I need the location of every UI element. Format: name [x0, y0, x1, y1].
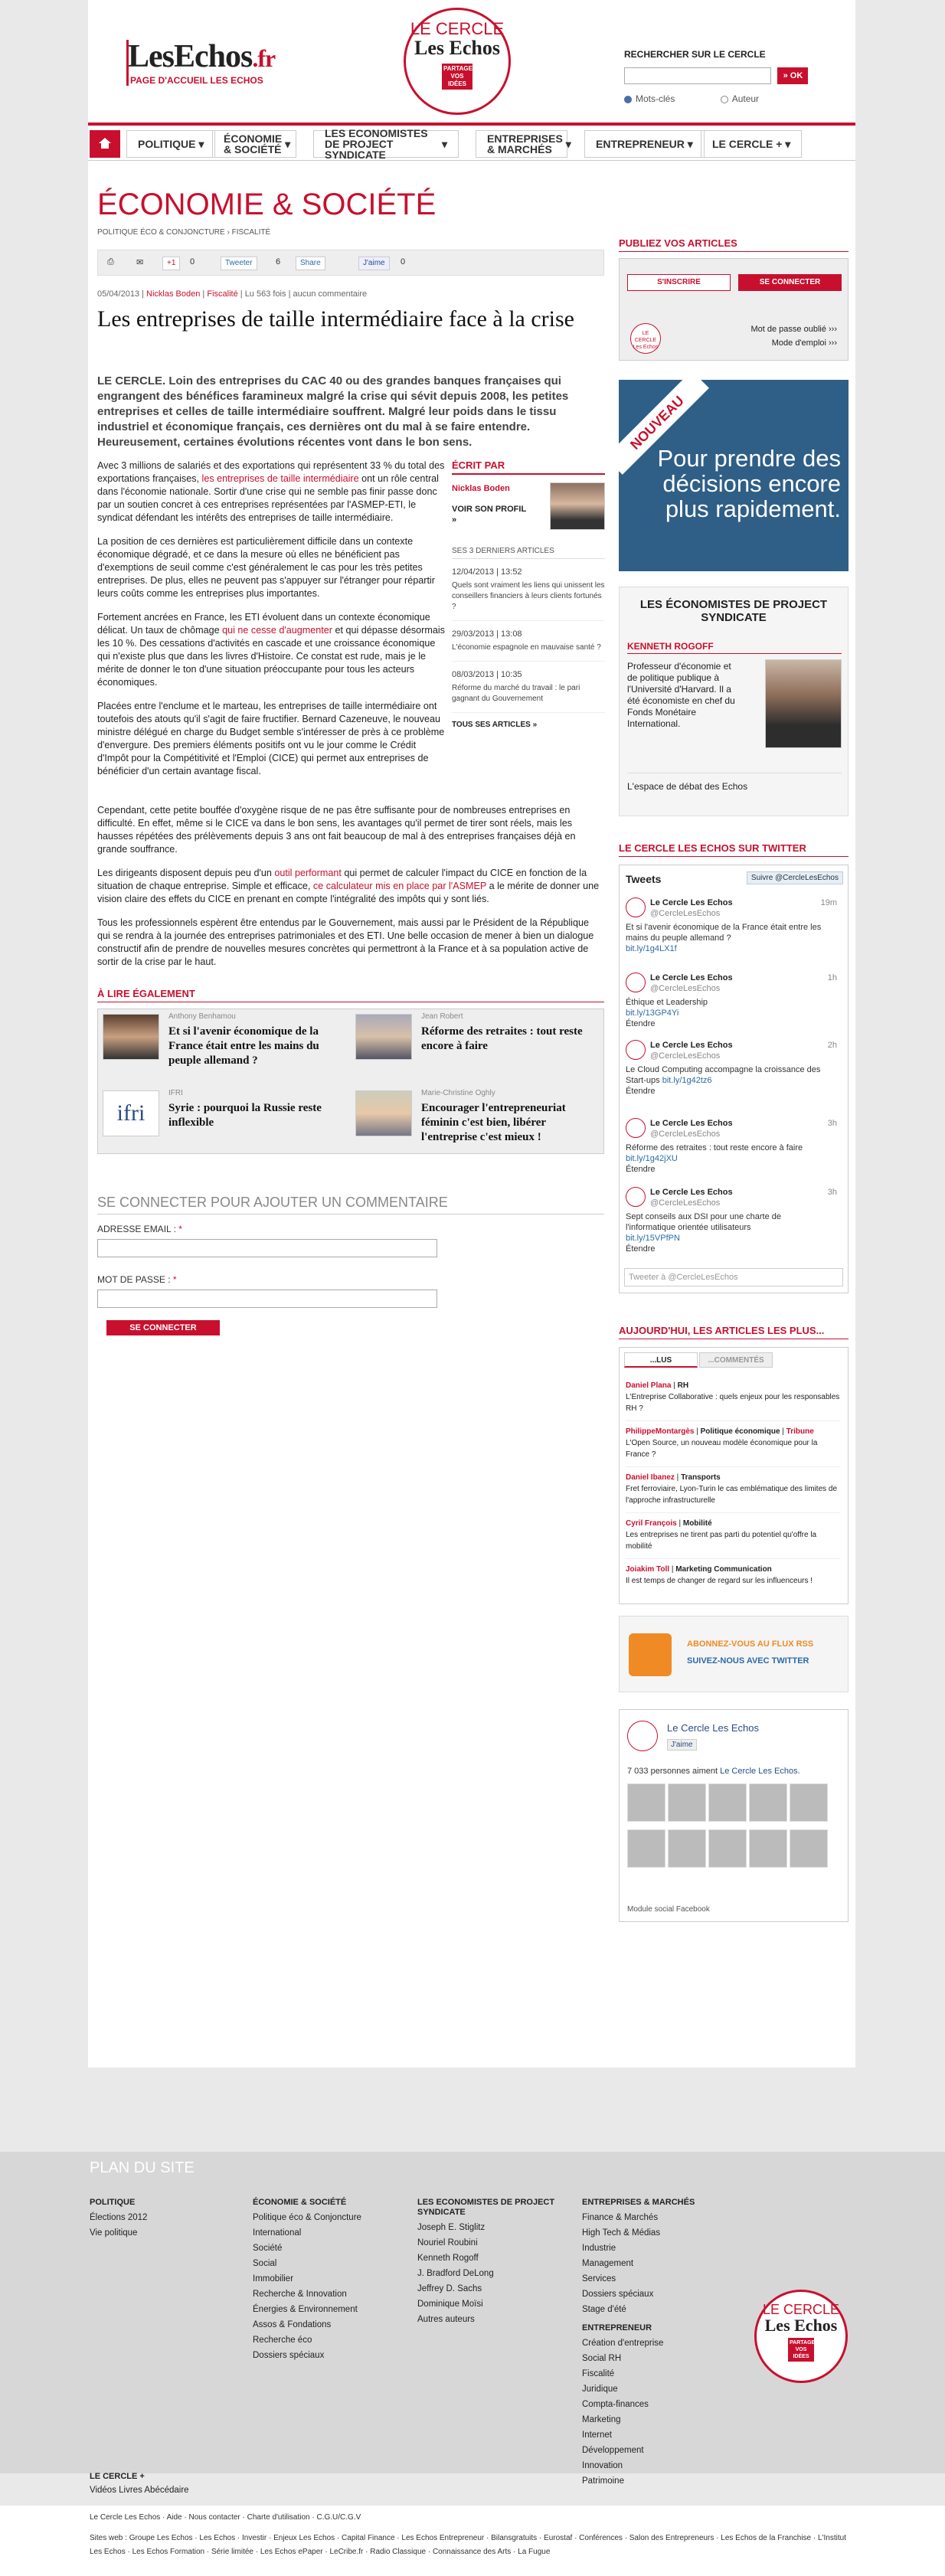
radio-keywords[interactable]: Mots-clés — [624, 93, 696, 104]
nav-cercle-plus[interactable]: LE CERCLE + ▾ — [701, 130, 802, 158]
footer-cercle-logo[interactable]: LE CERCLE Les Echos PARTAGEZ VOS IDÉES — [754, 2290, 848, 2383]
nav-economistes[interactable]: LES ECONOMISTES DE PROJECT SYNDICATE ▾ — [313, 130, 459, 158]
main-nav — [88, 123, 855, 161]
email-field[interactable] — [97, 1239, 437, 1257]
article-meta: 05/04/2013 | Nicklas Boden | Fiscalité | Lu 563 fois | aucun commentaire — [97, 289, 368, 299]
gplus-button[interactable]: +1 — [162, 257, 180, 270]
avatar — [626, 1118, 646, 1138]
header — [88, 0, 855, 123]
breadcrumb-item[interactable]: POLITIQUE ÉCO & CONJONCTURE — [97, 228, 225, 237]
avatar[interactable] — [790, 1783, 828, 1822]
publish-box — [619, 258, 849, 361]
article-title: Les entreprises de taille intermédiaire face à la crise — [97, 306, 574, 332]
footer-link[interactable]: Développement — [582, 2446, 644, 2455]
footer-link[interactable]: Assos & Fondations — [253, 2320, 332, 2329]
avatar[interactable] — [708, 1783, 747, 1822]
most-read: AUJOURD'HUI, LES ARTICLES LES PLUS... ...LUS ...COMMENTÉS Daniel Plana | RH L'Entreprise Collaborative : quels enjeux pour les responsables RH ? PhilippeMontargès | Politique économique | Tribune L'Open Source, un nouveau modèle économique pour la France ? Daniel Ibanez | Transports Fret ferroviaire, Lyon-Turin le cas emblématique des limites de l'approche infrastructurelle Cyril François | Mobilité Les entreprises ne tirent pas parti du potentiel qu'offre la mobilité Joiakim Toll | Marketing Communication Il est temps de changer de regard sur les influenceurs ! — [619, 1325, 849, 1604]
twitter-widget: LE CERCLE LES ECHOS SUR TWITTER Tweets Suivre @CercleLesEchos Le Cercle Les Echos @CercleLesEchos 19m Et si l'avenir économique de la France était entre les mains du peuple allemand ? bit.ly/1g4LX1f Le Cercle Les Echos @CercleLesEchos 1h Éthique et Leadership bit.ly/13GP4Yi Étendre Le Cercle Les Echos @CercleLesEchos 2h Le Cloud Computing accompagne la croissance des Start-ups bit.ly/1g42tz6 Étendre Le Cercle Les Echos @CercleLesEchos 3h Réforme des retraites : tout reste encore à faire bit.ly/1g42jXU Étendre Le Cercle Les Echos @CercleLesEchos 3h Sept conseils aux DSI pour une charte de l'informatique orientée utilisateurs bit.ly/15VPfPN Étendre Tweeter à @CercleLesEchos — [619, 842, 849, 1293]
footer-link[interactable]: Services — [582, 2274, 616, 2283]
linkedin-button[interactable]: Share — [296, 257, 325, 270]
fan-grid — [627, 1783, 842, 1875]
footer: PLAN DU SITE POLITIQUE Élections 2012 Vie politique ÉCONOMIE & SOCIÉTÉ Politique éco & Conjoncture International Société Social Immobilier Recherche & Innovation Énergies & Environnement Assos & Fondations Recherche éco Dossiers spéciaux LES ECONOMISTES DE PROJECT SYNDICATE Joseph E. Stiglitz Nouriel Roubini Kenneth Rogoff J. Bradford DeLong Jeffrey D. Sachs Dominique Moïsi Autres auteurs ENTREPRISES & MARCHÉS Finance & Marchés High Tech & Médias Industrie Management Services Dossiers spéciaux Stage d'été ENTREPRENEUR Création d'entreprise Social RH Fiscalité Juridique Compta-finances Marketing Internet Développement Innovation Patrimoine LE CERCLE Les Echos PARTAGEZ VOS IDÉES — [0, 2152, 945, 2473]
ifri-logo: ifri — [103, 1090, 159, 1136]
howto-link[interactable]: Mode d'emploi ››› — [771, 338, 837, 348]
footer-link[interactable]: Internet — [582, 2431, 612, 2440]
footer-link[interactable]: Innovation — [582, 2461, 623, 2470]
footer-col: POLITIQUE Élections 2012 Vie politique — [90, 2198, 147, 2241]
follow-button[interactable]: Suivre @CercleLesEchos — [747, 871, 843, 884]
footer-link[interactable]: Social — [253, 2259, 277, 2268]
footer-link[interactable]: Juridique — [582, 2385, 618, 2394]
avatar — [626, 1187, 646, 1207]
facebook-like-button[interactable]: J'aime — [667, 1739, 697, 1751]
facebook-page-name[interactable]: Le Cercle Les Echos — [667, 1722, 759, 1734]
author-photo — [550, 482, 605, 530]
nav-economie[interactable]: ÉCONOMIE & SOCIÉTÉ ▾ — [212, 130, 296, 158]
avatar[interactable] — [668, 1829, 706, 1868]
footer-link[interactable]: Dossiers spéciaux — [253, 2351, 325, 2360]
category-link[interactable]: Fiscalité — [207, 289, 238, 299]
share-bar: ⎙ ✉ +1 0 Tweeter 6 Share J'aime 0 — [97, 250, 604, 276]
tweet[interactable]: Le Cercle Les Echos @CercleLesEchos 19m Et si l'avenir économique de la France était entre les mains du peuple allemand ? bit.ly/1g4LX1f — [626, 898, 837, 953]
email-icon[interactable]: ✉ — [136, 258, 144, 267]
radio-author[interactable]: Auteur — [721, 93, 780, 104]
rss-link[interactable]: ABONNEZ-VOUS AU FLUX RSS — [687, 1639, 814, 1649]
author-link[interactable]: Nicklas Boden — [146, 289, 201, 299]
thumbnail — [103, 1014, 159, 1060]
ad-banner[interactable]: NOUVEAU Pour prendre des décisions encore plus rapidement. — [619, 380, 849, 571]
footer-link[interactable]: Vidéos Livres Abécédaire — [90, 2486, 189, 2495]
article-lead: LE CERCLE. Loin des entreprises du CAC 40 ou des grandes banques françaises qui engrangent des bénéfices faramineux malgré la crise qui sévit depuis 2008, les petites entreprises et celles de taille intermédiaire souffrent. Malgré leur poids dans le tissu industriel et économique français, ces dernières ont du mal à se faire entendre. Heureusement, certaines évolutions récentes vont dans le bon sens. — [97, 374, 569, 449]
footer-link[interactable]: Patrimoine — [582, 2476, 624, 2486]
author-name[interactable]: Nicklas Boden — [452, 484, 510, 493]
tab-most-read[interactable]: ...LUS — [624, 1352, 698, 1368]
footer-link[interactable]: Dominique Moïsi — [417, 2300, 483, 2309]
footer-link[interactable]: Immobilier — [253, 2274, 294, 2283]
author-article[interactable]: 12/04/2013 | 13:52 Quels sont vraiment les liens qui unissent les conseillers financiers à leurs clients fortunés ? — [452, 559, 605, 621]
footer-link[interactable]: Fiscalité — [582, 2369, 615, 2378]
password-field[interactable] — [97, 1290, 437, 1308]
footer-link[interactable]: Énergies & Environnement — [253, 2305, 358, 2314]
footer-link[interactable]: International — [253, 2228, 302, 2238]
rss-box — [619, 1616, 849, 1692]
footer-link[interactable]: High Tech & Médias — [582, 2228, 661, 2238]
author-article[interactable]: 08/03/2013 | 10:35 Réforme du marché du travail : le pari gagnant du Gouvernement — [452, 662, 605, 713]
forgot-password-link[interactable]: Mot de passe oublié ››› — [750, 325, 837, 334]
footer-links[interactable]: Le Cercle Les Echos · Aide · Nous contacter · Charte d'utilisation · C.G.U/C.G.V — [90, 2513, 361, 2522]
footer-link[interactable]: J. Bradford DeLong — [417, 2269, 494, 2278]
avatar[interactable] — [749, 1829, 787, 1868]
thumbnail — [355, 1090, 412, 1136]
footer-link[interactable]: Politique éco & Conjoncture — [253, 2213, 361, 2222]
footer-col: ENTREPRISES & MARCHÉS Finance & Marchés High Tech & Médias Industrie Management Services Dossiers spéciaux Stage d'été ENTREPRENEUR Création d'entreprise Social RH Fiscalité Juridique Compta-finances Marketing Internet Développement Innovation Patrimoine — [582, 2198, 695, 2489]
inline-link[interactable]: outil performant — [274, 868, 342, 878]
cercle-mini-logo: LE CERCLE Les Echos — [630, 323, 661, 354]
economist-name[interactable]: KENNETH ROGOFF — [627, 641, 842, 654]
list-item[interactable]: Joiakim Toll | Marketing Communication Il est temps de changer de regard sur les influenceurs ! — [626, 1565, 813, 1585]
article-body: Avec 3 millions de salariés et des exportations qui représentent 33 % du total des exportations françaises, les entreprises de taille intermédiaire ont un rôle central dans l'économie nationale. Sortir d'une crise qui ne semble pas finir passe donc par un soutien concret à ces entreprises représentées par l'ASMEP-ETI, le syndicat défendant les intérêts des entreprises de taille intermédiaire. La position de ces dernières est particulièrement difficile dans un contexte économique dégradé, et ce dans la mesure où elles ne bénéficient pas d'exemptions de seuil comme c'est généralement le cas pour les très petites entreprises. De plus, elles ne peuvent pas s'appuyer sur l'étranger pour répartir leurs coûts comme les entreprises plus importantes. Fortement ancrées en France, les ETI évoluent dans un contexte économique délicat. Un taux de chômage qui ne cesse d'augmenter et qui dépasse désormais les 10 %. Des cessations d'activités en cascade et une croissance économique qui n'existe plus que dans les livres d'Histoire. Ce constat est rude, mais je le mérite de donner le ton d'une situation préoccupante pour tous les acteurs économiques. Placées entre l'enclume et le marteau, les entreprises de taille intermédiaire ont toutefois des atouts qu'il s'agit de faire fructifier. Bernard Cazeneuve, le nouveau ministre délégué en charge du Budget semble s'intéresser de près à ce problème d'envergure. Des premiers éléments positifs ont vu le jour comme le Crédit d'Impôt pour la Compétitivité et l'Emploi (CICE) qui permet aux entreprises de bénéficier d'un certain avantage fiscal. — [97, 460, 445, 776]
related-articles: À LIRE ÉGALEMENT Anthony Benhamou Et si l'avenir économique de la France était entre les mains du peuple allemand ? Jean Robert Réforme des retraites : tout reste encore à faire ifri IFRI Syrie : pourquoi la Russie reste inflexible Marie-Christine Oghly Encourager l'entrepreneuriat féminin c'est bien, libérer l'entreprise c'est mieux ! — [97, 988, 604, 1154]
home-link[interactable]: PAGE D'ACCUEIL LES ECHOS — [130, 75, 263, 86]
footer-link[interactable]: Création d'entreprise — [582, 2339, 664, 2348]
avatar — [626, 897, 646, 917]
tweet-input[interactable]: Tweeter à @CercleLesEchos — [624, 1268, 843, 1286]
partner-sites[interactable]: Sites web : Groupe Les Echos · Les Echos · Investir · Enjeux Les Echos · Capital Finance · Les Echos Entrepreneur · Bilansgratuits · Eurostaf · Conférences · Salon des Entrepreneurs · Les Echos de la Franchise · L'Institut Les Echos · Les Echos Formation · Série limitée · Les Echos ePaper · LeCribe.fr · Radio Classique · Connaissance des Arts · La Fugue — [90, 2534, 846, 2556]
login-sidebar-button[interactable]: SE CONNECTER — [738, 274, 842, 291]
search-box — [624, 49, 823, 104]
footer-link[interactable]: Autres auteurs — [417, 2315, 475, 2324]
footer-link[interactable]: Jeffrey D. Sachs — [417, 2284, 482, 2293]
home-icon[interactable] — [90, 130, 120, 158]
nav-politique[interactable]: POLITIQUE ▾ — [126, 130, 215, 158]
footer-link[interactable]: Kenneth Rogoff — [417, 2254, 479, 2263]
avatar[interactable] — [708, 1829, 747, 1868]
economist-box: LES ÉCONOMISTES DE PROJECT SYNDICATE KENNETH ROGOFF Professeur d'économie et de politique publique à l'Université d'Harvard. Il a été économiste en chef du Fonds Monétaire International. L'espace de débat des Echos — [619, 587, 849, 816]
footer-link[interactable]: Société — [253, 2244, 283, 2253]
facebook-like-button[interactable]: J'aime — [358, 257, 390, 270]
avatar — [626, 1040, 646, 1060]
sidebar: PUBLIEZ VOS ARTICLES S'INSCRIRE SE CONNECTER Mot de passe oublié ››› Mode d'emploi ››› LE CERCLE Les Echos NOUVEAU Pour prendre des décisions encore plus rapidement. LES ÉCONOMISTES DE PROJECT SYNDICATE KENNETH ROGOFF Professeur d'économie et de politique publique à l'Université d'Harvard. Il a été économiste en chef du Fonds Monétaire International. L'espace de débat des Echos LE CERCLE LES ECHOS SUR TWITTER Tweets Suivre @CercleLesEchos Le Cercle Les Echos @CercleLesEchos 19m Et si l'avenir économique de la France était entre les mains du peuple allemand ? bit.ly/1g4LX1f Le Cercle Les Echos @CercleLesEchos 1h Éthique et Leadership bit.ly/13GP4Yi Étendre Le Cercle Les Echos @CercleLesEchos 2h Le Cloud Computing accompagne la croissance des Start-ups bit.ly/1g42tz6 Étendre Le Cercle Les Echos @CercleLesEchos 3h Réforme des retraites : tout reste encore à faire bit.ly/1g42jXU Étendre Le Cercle Les Echos @CercleLesEchos 3h Sept conseils aux DSI pour une charte de l'informatique orientée utilisateurs bit.ly/15VPfPN Étendre Tweeter à @CercleLesEchos AUJOURD'HUI, LES ARTICLES LES PLUS... ...LUS ...COMMENTÉS Daniel Plana | RH L'Entreprise Collaborative : quels enjeux pour les responsables RH ? PhilippeMontargès | Politique économique | Tribune L'Open Source, un nouveau modèle économique pour la France ? Daniel Ibanez | Transports Fret ferroviaire, Lyon-Turin le cas emblématique des limites de l'approche infrastructurelle Cyril François | Mobilité Les entreprises ne tirent pas parti du potentiel qu'offre la mobilité Joiakim Toll | Marketing Communication Il est temps de changer de regard sur les influenceurs ! ABONNEZ-VOUS AU FLUX RSS SUIVEZ-NOUS AVEC TWITTER Le Cercle Les Echos J'aime 7 033 personnes aiment Le Cercle Les Echos. Module social Facebook — [619, 237, 849, 361]
thumbnail — [355, 1014, 412, 1060]
print-icon[interactable]: ⎙ — [107, 257, 114, 266]
footer-link[interactable]: Finance & Marchés — [582, 2213, 659, 2222]
list-item[interactable]: Daniel Ibanez | Transports Fret ferroviaire, Lyon-Turin le cas emblématique des limites de l'approche infrastructurelle — [626, 1472, 840, 1513]
inline-link[interactable]: les entreprises de taille intermédiaire — [201, 473, 359, 484]
subscribe-button[interactable]: S'INSCRIRE — [627, 274, 731, 291]
list-item[interactable]: PhilippeMontargès | Politique économique | Tribune L'Open Source, un nouveau modèle économique pour la France ? — [626, 1426, 840, 1467]
comments-link[interactable]: aucun commentaire — [293, 289, 368, 299]
nav-entreprises[interactable]: ENTREPRISES & MARCHÉS ▾ — [476, 130, 567, 158]
footer-link[interactable]: Compta-finances — [582, 2400, 649, 2409]
list-item[interactable]: Cyril François | Mobilité Les entreprises ne tirent pas parti du potentiel qu'offre la mobilité — [626, 1518, 840, 1559]
footer-col: LES ECONOMISTES DE PROJECT SYNDICATE Joseph E. Stiglitz Nouriel Roubini Kenneth Rogoff J. Bradford DeLong Jeffrey D. Sachs Dominique Moïsi Autres auteurs — [417, 2198, 571, 2327]
inline-link[interactable]: ce calculateur mis en place par l'ASMEP — [312, 881, 487, 891]
avatar[interactable] — [627, 1783, 665, 1822]
tab-most-commented[interactable]: ...COMMENTÉS — [699, 1352, 773, 1368]
tweet-button[interactable]: Tweeter — [221, 257, 257, 270]
footer-link[interactable]: Recherche éco — [253, 2336, 312, 2345]
avatar[interactable] — [790, 1829, 828, 1868]
view-profile-link[interactable]: VOIR SON PROFIL » — [452, 505, 526, 525]
breadcrumb: POLITIQUE ÉCO & CONJONCTURE › FISCALITÉ — [97, 228, 271, 237]
footer-link[interactable]: Marketing — [582, 2415, 621, 2424]
all-articles-link[interactable]: TOUS SES ARTICLES » — [452, 721, 538, 729]
economist-photo — [765, 659, 842, 748]
search-input[interactable] — [624, 67, 771, 84]
search-label: RECHERCHER SUR LE CERCLE — [624, 49, 766, 60]
breadcrumb-item[interactable]: FISCALITÉ — [231, 228, 271, 237]
footer-link[interactable]: Joseph E. Stiglitz — [417, 2223, 486, 2232]
footer-link[interactable]: Stage d'été — [582, 2305, 626, 2314]
tweet[interactable]: Le Cercle Les Echos @CercleLesEchos 1h Éthique et Leadership bit.ly/13GP4Yi Étendre — [626, 973, 837, 1028]
related-card[interactable]: Jean Robert Réforme des retraites : tout reste encore à faire — [351, 1009, 588, 1071]
avatar — [626, 973, 646, 992]
inline-link[interactable]: qui ne cesse d'augmenter — [222, 625, 332, 636]
les-echos-logo[interactable]: LesEchos.fr — [128, 39, 276, 74]
footer-cercle-plus: LE CERCLE + Vidéos Livres Abécédaire — [90, 2470, 189, 2497]
search-button[interactable]: » OK — [777, 67, 808, 84]
section-title: ÉCONOMIE & SOCIÉTÉ — [97, 188, 437, 221]
footer-link[interactable]: Vie politique — [90, 2228, 138, 2238]
footer-link[interactable]: Social RH — [582, 2354, 622, 2363]
footer-link[interactable]: Dossiers spéciaux — [582, 2290, 654, 2299]
bottom-links — [0, 2506, 945, 2576]
twitter-follow-link[interactable]: SUIVEZ-NOUS AVEC TWITTER — [687, 1656, 809, 1666]
nav-entrepreneur[interactable]: ENTREPRENEUR ▾ — [584, 130, 705, 158]
footer-link[interactable]: Management — [582, 2259, 634, 2268]
footer-link[interactable]: Industrie — [582, 2244, 616, 2253]
avatar[interactable] — [749, 1783, 787, 1822]
footer-link[interactable]: Nouriel Roubini — [417, 2238, 478, 2247]
login-button[interactable]: SE CONNECTER — [106, 1320, 220, 1335]
page-container — [88, 0, 855, 2068]
tweet[interactable]: Le Cercle Les Echos @CercleLesEchos 2h Le Cloud Computing accompagne la croissance des Start-ups bit.ly/1g42tz6 Étendre — [626, 1041, 837, 1096]
cercle-logo[interactable]: LE CERCLE Les Echos PARTAGEZ VOS IDÉES — [404, 8, 511, 115]
tweet[interactable]: Le Cercle Les Echos @CercleLesEchos 3h Sept conseils aux DSI pour une charte de l'informatique orientée utilisateurs bit.ly/15VPfPN Étendre — [626, 1188, 837, 1254]
avatar[interactable] — [668, 1783, 706, 1822]
facebook-widget: Le Cercle Les Echos J'aime 7 033 personnes aiment Le Cercle Les Echos. Module social Facebook — [619, 1709, 849, 1922]
related-card[interactable]: Marie-Christine Oghly Encourager l'entrepreneuriat féminin c'est bien, libérer l'entreprise c'est mieux ! — [351, 1086, 588, 1147]
related-card[interactable]: Anthony Benhamou Et si l'avenir économique de la France était entre les mains du peuple allemand ? — [98, 1009, 335, 1071]
tweet[interactable]: Le Cercle Les Echos @CercleLesEchos 3h Réforme des retraites : tout reste encore à faire bit.ly/1g42jXU Étendre — [626, 1119, 837, 1174]
footer-col: ÉCONOMIE & SOCIÉTÉ Politique éco & Conjoncture International Société Social Immobilier Recherche & Innovation Énergies & Environnement Assos & Fondations Recherche éco Dossiers spéciaux — [253, 2198, 361, 2363]
debate-link[interactable]: L'espace de débat des Echos — [627, 773, 842, 792]
avatar[interactable] — [627, 1829, 665, 1868]
comment-login: SE CONNECTER POUR AJOUTER UN COMMENTAIRE ADRESSE EMAIL : * MOT DE PASSE : * SE CONNECTER — [97, 1195, 604, 1335]
cercle-avatar — [627, 1721, 658, 1751]
article-body-continued: Cependant, cette petite bouffée d'oxygène risque de ne pas être suffisante pour de nombreuses entreprises en difficulté. En effet, même si le CICE va dans le bon sens, les avantages qu'il permet de tirer sont réels, mais les hausses répétées des prélèvements depuis 3 ans ont fait beaucoup de mal à des entreprises françaises déjà en grande souffrance. Les dirigeants disposent depuis peu d'un outil performant qui permet de calculer l'impact du CICE en fonction de la situation de chaque entreprise. Simple et efficace, ce calculateur mis en place par l'ASMEP a le mérite de donner une vision claire des effets du CICE en prenant en compte l'intégralité des impôts qui y sont liés. Tous les professionnels espèrent être entendus par le Gouvernement, mais aussi par le Président de la République qui se rendra à la journée des entreprises patrimoniales et des ETI. Une belle occasion de mener à bien un dialogue constructif afin de prendre de nouvelles mesures concrètes qui permettront à la France et à sa population active de sortir de la crise par le haut. — [97, 805, 600, 967]
rss-icon — [629, 1633, 672, 1676]
author-box: ÉCRIT PAR Nicklas Boden VOIR SON PROFIL » SES 3 DERNIERS ARTICLES 12/04/2013 | 13:52 Quels sont vraiment les liens qui unissent les conseillers financiers à leurs clients fortunés ? 29/03/2013 | 13:08 L'économie espagnole en mauvaise santé ? 08/03/2013 | 10:35 Réforme du marché du travail : le pari gagnant du Gouvernement TOUS SES ARTICLES » — [452, 459, 605, 729]
footer-link[interactable]: Recherche & Innovation — [253, 2290, 347, 2299]
list-item[interactable]: Daniel Plana | RH L'Entreprise Collaborative : quels enjeux pour les responsables RH ? — [626, 1380, 840, 1421]
related-card[interactable]: ifri IFRI Syrie : pourquoi la Russie reste inflexible — [98, 1086, 335, 1147]
footer-link[interactable]: Élections 2012 — [90, 2213, 148, 2222]
author-article[interactable]: 29/03/2013 | 13:08 L'économie espagnole en mauvaise santé ? — [452, 621, 605, 662]
